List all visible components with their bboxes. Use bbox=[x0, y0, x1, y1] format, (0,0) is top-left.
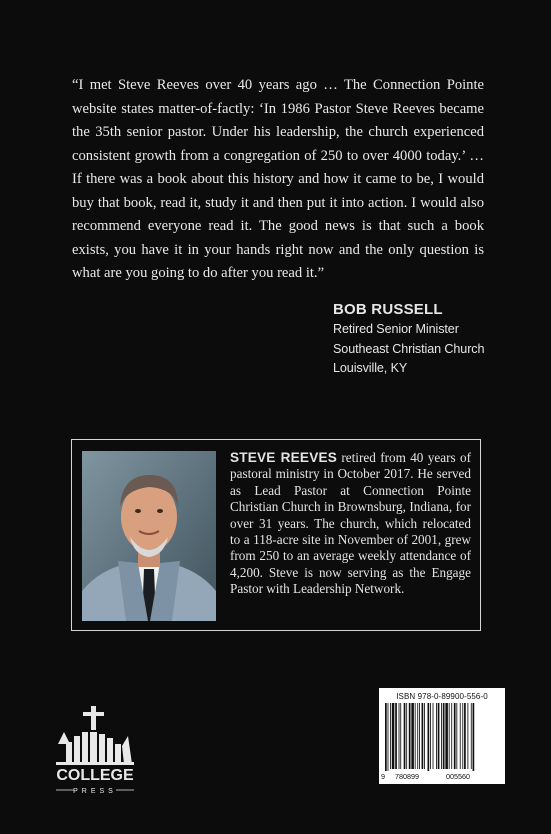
barcode-digits-left: 780899 bbox=[395, 772, 419, 781]
publisher-name: COLLEGE bbox=[56, 767, 134, 784]
isbn-barcode bbox=[379, 688, 505, 784]
author-photo bbox=[82, 451, 216, 621]
endorser-title: Retired Senior Minister bbox=[333, 322, 459, 336]
isbn-number: ISBN 978-0-89900-556-0 bbox=[396, 692, 488, 701]
endorsement-attribution bbox=[333, 300, 484, 379]
endorser-organization: Southeast Christian Church bbox=[333, 341, 485, 356]
publisher-sub: PRESS bbox=[73, 788, 117, 795]
cross-books-icon bbox=[44, 706, 144, 796]
endorser-location: Louisville, KY bbox=[333, 361, 408, 375]
endorser-name: BOB RUSSELL bbox=[333, 301, 443, 318]
author-bio bbox=[230, 450, 471, 598]
barcode-digit-first: 9 bbox=[381, 772, 385, 781]
publisher-logo bbox=[44, 706, 144, 796]
endorsement-quote: “I met Steve Reeves over 40 years ago … The Connection Pointe website states matter-of-factly: ‘In 1986 Pastor Steve Reeves became the 35th senior pastor. Under his leadership, the church experienced consistent growth from a congregation of 250 to over 4000 today.’ …If there was a book about this history and how it came to be, I would buy that book, read it, study it and then put it into action. I would also recommend everyone read it. The good news is that such a book exists, you have it in your hands right now and the only question is what are you going to do after you read it.” bbox=[72, 77, 484, 281]
author-bio-text: retired from 40 years of pastoral ministry in October 2017. He served as Lead Pastor at Connection Pointe Christian Church in Brownsburg, Indiana, for over 31 years. The church, which relocated to a 118-acre site in November of 2001, grew from 250 to an average weekly attendance of 4,200. Steve is now serving as the Engage Pastor with Leadership Network. bbox=[230, 450, 471, 597]
barcode-digits-right: 005560 bbox=[446, 772, 470, 781]
author-bio-box bbox=[71, 439, 481, 631]
barcode-bars bbox=[385, 703, 499, 771]
author-name: STEVE REEVES bbox=[230, 450, 337, 465]
